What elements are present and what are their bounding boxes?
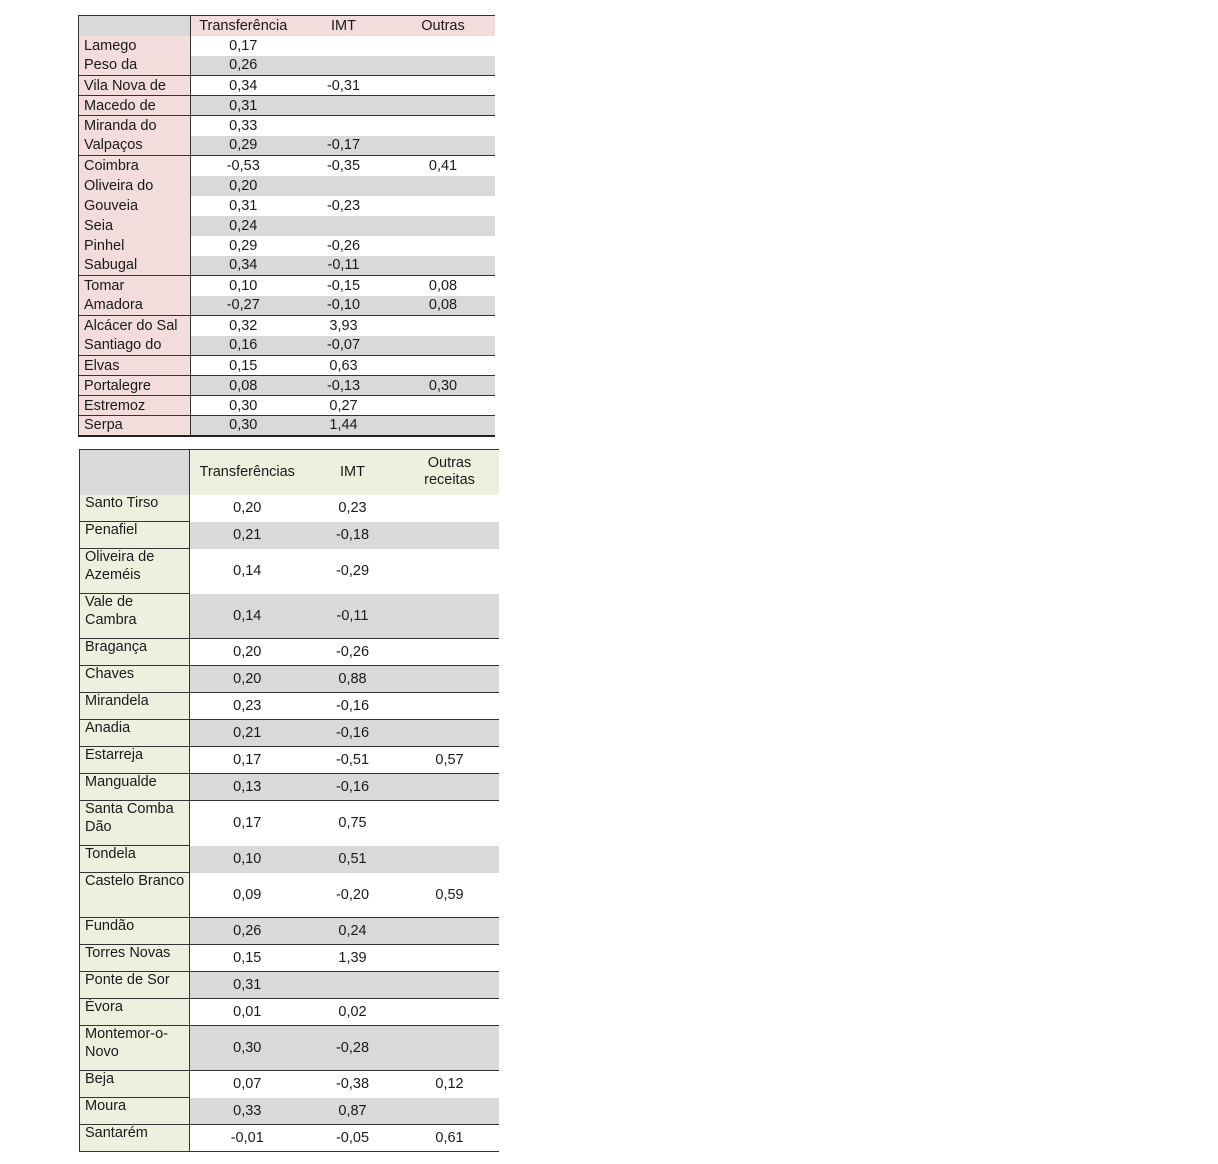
imt-cell [296,56,392,76]
table-row [80,873,499,918]
outras-cell [392,236,495,256]
outras-cell [392,256,495,276]
table-row [79,336,495,356]
imt-cell: -0,28 [305,1026,401,1071]
imt-cell: -0,35 [296,156,392,176]
table-row [79,76,495,96]
outras-cell [401,666,499,693]
outras-cell: 0,12 [401,1071,499,1098]
transferencias-cell: 0,30 [191,416,296,436]
table-row [80,549,499,594]
table-row [80,522,499,549]
table-row [79,396,495,416]
transferencias-cell: 0,21 [190,720,305,747]
municipality-cell: Vale de Cambra [80,594,190,639]
table-row [79,96,495,116]
imt-cell: 0,75 [305,801,401,846]
table-row [80,594,499,639]
table-row [79,156,495,176]
outras-cell [392,216,495,236]
table-row [80,999,499,1026]
municipality-cell: Beja [80,1071,190,1098]
transferencias-cell: 0,29 [229,237,258,254]
municipality-cell: Seia [79,216,191,236]
transferencias-cell: 0,15 [190,945,305,972]
municipality-cell: Estremoz [79,396,191,416]
header-row [80,450,499,495]
municipality-cell: Miranda do [79,116,191,136]
transferencias-cell: 0,09 [233,886,262,903]
outras-cell [401,999,499,1026]
imt-cell: -0,07 [296,336,392,356]
municipality-cell: Tondela [80,846,190,873]
municipality-cell: Moura [80,1098,190,1125]
outras-cell [401,972,499,999]
imt-cell: -0,16 [305,693,401,720]
transferencias-cell: 0,14 [233,563,262,579]
transferencias-cell: 0,17 [190,747,305,774]
imt-cell [296,96,392,116]
municipality-cell: Sabugal [79,256,191,276]
outras-cell [401,594,499,639]
imt-cell [296,216,392,236]
municipality-cell: Ponte de Sor [80,972,190,999]
table-row [79,256,495,276]
imt-cell: -0,11 [305,594,401,639]
transferencias-cell: 0,26 [190,918,305,945]
municipality-cell: Pinhel [79,236,191,256]
header-imt: IMT [305,450,401,495]
imt-cell: 0,27 [296,396,392,416]
header-municipality [79,16,191,36]
transferencias-cell: 0,15 [191,356,296,376]
municipality-cell: Mangualde [80,774,190,801]
table-row [79,416,495,436]
outras-cell: 0,30 [392,376,495,396]
outras-cell [392,336,495,356]
imt-cell: -0,26 [305,639,401,666]
municipality-cell: Évora [80,999,190,1026]
imt-cell: -0,31 [296,76,392,96]
outras-cell [392,196,495,216]
table-row [80,693,499,720]
transferencias-cell: 0,21 [190,522,305,549]
imt-cell: -0,17 [296,136,392,156]
municipal-revenue-table-2 [79,449,499,1152]
imt-cell: 0,51 [305,846,401,873]
outras-cell [401,945,499,972]
municipality-cell: Tomar [79,276,191,296]
imt-cell: 0,24 [305,918,401,945]
municipality-cell: Valpaços [79,136,191,156]
header-imt: IMT [296,16,392,36]
outras-cell: 0,57 [401,747,499,774]
header-row [79,16,495,36]
transferencias-cell: -0,53 [191,156,296,176]
transferencias-cell: 0,34 [191,256,296,276]
table-row [79,276,495,296]
municipality-cell: Macedo de [79,96,191,116]
transferencias-cell: 0,26 [191,56,296,76]
municipality-cell: Mirandela [80,693,190,720]
transferencias-cell: 0,30 [191,396,296,416]
municipality-cell: Santa Comba Dão [80,801,190,846]
table-row [80,720,499,747]
table-row [79,176,495,196]
transferencias-cell: 0,33 [190,1098,305,1125]
transferencias-cell: 0,20 [190,666,305,693]
transferencias-cell: 0,20 [191,176,296,196]
municipality-cell: Penafiel [80,522,190,549]
municipality-cell: Fundão [80,918,190,945]
table-row [79,316,495,336]
header-outras-receitas: Outras receitas [401,450,499,495]
imt-cell: -0,11 [296,256,392,276]
imt-cell: -0,16 [305,774,401,801]
municipality-cell: Montemor-o-Novo [80,1026,190,1071]
imt-cell [296,36,392,56]
table-row [79,36,495,56]
imt-cell: -0,20 [335,886,370,903]
imt-cell: 1,39 [305,945,401,972]
municipality-cell: Santiago do [79,336,191,356]
municipality-cell: Alcácer do Sal [79,316,191,336]
imt-cell: -0,51 [305,747,401,774]
outras-cell: 0,08 [392,276,495,296]
transferencias-cell: 0,31 [191,96,296,116]
imt-cell: 0,87 [305,1098,401,1125]
municipality-cell: Oliveira de Azeméis [80,549,190,594]
municipality-cell: Santarém [80,1125,190,1152]
municipal-revenue-table-1 [78,15,495,437]
transferencias-cell: 0,13 [190,774,305,801]
municipality-cell: Castelo Branco [80,873,190,918]
transferencias-cell: 0,08 [191,376,296,396]
table-row [80,846,499,873]
header-transferencias: Transferências [190,450,305,495]
outras-cell [401,918,499,945]
imt-cell: 0,02 [305,999,401,1026]
table-row [80,1098,499,1125]
transferencias-cell: 0,17 [190,801,305,846]
imt-cell: 0,23 [338,500,367,516]
transferencias-cell: 0,10 [190,846,305,873]
transferencias-cell: 0,33 [191,116,296,136]
outras-cell [401,495,499,522]
imt-cell [296,176,392,196]
municipality-cell: Lamego [79,36,191,56]
transferencias-cell: 0,30 [190,1026,305,1071]
municipality-cell: Anadia [80,720,190,747]
transferencias-cell: -0,27 [191,296,296,316]
header-municipality [80,450,190,495]
outras-cell [392,416,495,436]
imt-cell: -0,29 [335,563,370,579]
outras-cell [392,96,495,116]
transferencias-cell: 0,17 [229,37,258,54]
outras-cell [401,774,499,801]
header-transferencias: Transferência [191,16,296,36]
municipality-cell: Bragança [80,639,190,666]
table-row [79,116,495,136]
imt-cell: -0,13 [296,376,392,396]
table-row [80,1125,499,1152]
outras-cell: 0,08 [392,296,495,316]
imt-cell: -0,18 [305,522,401,549]
imt-cell: 0,63 [296,356,392,376]
municipality-cell: Oliveira do [79,176,191,196]
table-row [80,1026,499,1071]
municipality-cell: Serpa [79,416,191,436]
imt-cell: -0,26 [326,237,361,254]
outras-cell [392,136,495,156]
table-row [80,747,499,774]
table-row [80,801,499,846]
municipality-cell: Gouveia [79,196,191,216]
municipality-cell: Torres Novas [80,945,190,972]
municipality-cell: Amadora [79,296,191,316]
imt-cell: -0,23 [326,197,361,214]
transferencias-cell: 0,24 [191,216,296,236]
imt-cell: -0,05 [305,1125,401,1152]
imt-cell [296,116,392,136]
outras-cell [401,1026,499,1071]
table-row [80,495,499,522]
transferencias-cell: 0,20 [233,500,262,516]
municipality-cell: Chaves [80,666,190,693]
outras-cell [392,116,495,136]
transferencias-cell: 0,34 [191,76,296,96]
outras-cell [392,176,495,196]
outras-cell [392,316,495,336]
transferencias-cell: 0,10 [191,276,296,296]
municipality-cell: Coimbra [79,156,191,176]
imt-cell [305,972,401,999]
outras-cell: 0,41 [392,156,495,176]
outras-cell [401,846,499,873]
outras-cell [401,720,499,747]
table-row [79,236,495,256]
outras-cell [401,522,499,549]
transferencias-cell: 0,14 [190,594,305,639]
outras-cell [401,1098,499,1125]
transferencias-cell: 0,01 [190,999,305,1026]
transferencias-cell: 0,31 [190,972,305,999]
table-row [79,216,495,236]
outras-cell [401,639,499,666]
outras-cell [392,356,495,376]
table-row [79,136,495,156]
table-row [80,945,499,972]
table-row [80,774,499,801]
transferencias-cell: 0,31 [229,197,258,214]
outras-cell [401,549,499,594]
outras-cell [401,801,499,846]
transferencias-cell: 0,16 [191,336,296,356]
outras-cell [392,36,495,56]
municipality-cell: Santo Tirso [80,495,190,522]
imt-cell: 3,93 [296,316,392,336]
table-row [79,196,495,216]
municipality-cell: Portalegre [79,376,191,396]
transferencias-cell: 0,29 [191,136,296,156]
table-row [80,972,499,999]
table-row [80,639,499,666]
outras-cell [392,396,495,416]
transferencias-cell: 0,07 [190,1071,305,1098]
transferencias-cell: -0,01 [190,1125,305,1152]
imt-cell: 1,44 [296,416,392,436]
table-row [80,666,499,693]
imt-cell: -0,38 [305,1071,401,1098]
imt-cell: -0,15 [296,276,392,296]
table-row [80,918,499,945]
outras-cell [392,56,495,76]
transferencias-cell: 0,20 [190,639,305,666]
municipality-cell: Vila Nova de [79,76,191,96]
municipality-cell: Estarreja [80,747,190,774]
table-row [80,1071,499,1098]
transferencias-cell: 0,32 [191,316,296,336]
municipality-cell: Peso da [79,56,191,76]
outras-cell: 0,59 [435,886,464,903]
outras-cell [401,693,499,720]
transferencias-cell: 0,23 [190,693,305,720]
table-row [79,296,495,316]
table-row [79,356,495,376]
outras-cell: 0,61 [401,1125,499,1152]
header-outras: Outras [392,16,495,36]
imt-cell: -0,16 [305,720,401,747]
imt-cell: 0,88 [305,666,401,693]
table-row [79,56,495,76]
imt-cell: -0,10 [296,296,392,316]
outras-cell [392,76,495,96]
municipality-cell: Elvas [79,356,191,376]
table-row [79,376,495,396]
